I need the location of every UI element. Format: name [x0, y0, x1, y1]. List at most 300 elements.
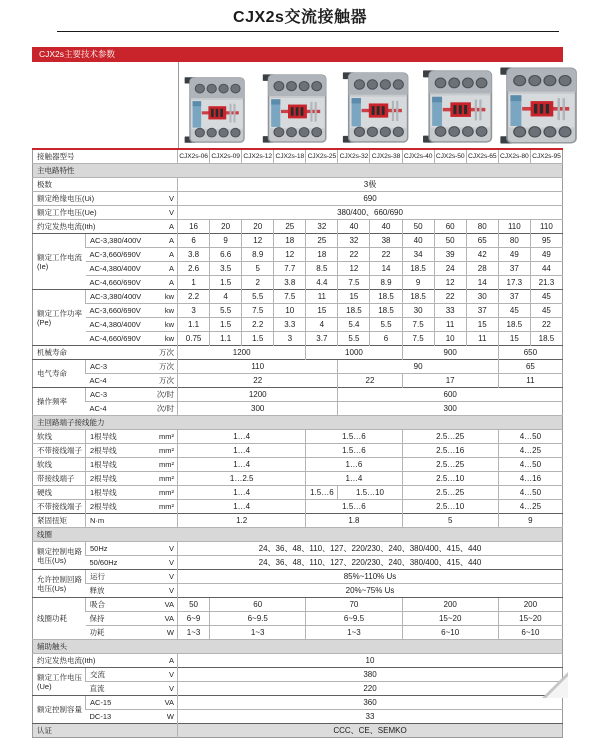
model-cell: CJX2s-06 — [178, 149, 210, 164]
value-cell: 5.4 — [338, 318, 370, 332]
value-cell: 65 — [498, 360, 562, 374]
value-cell: 6.6 — [210, 248, 242, 262]
table-row — [33, 206, 563, 220]
row-label — [86, 262, 178, 276]
value-cell: 49 — [498, 248, 530, 262]
value-cell: 28 — [466, 262, 498, 276]
model-cell: CJX2s-25 — [306, 149, 338, 164]
value-cell: 15 — [498, 332, 530, 346]
row-label-text: 约定发热电流(Ith) — [37, 222, 96, 231]
value-cell: 2 — [242, 276, 274, 290]
row-label-text: 额定绝缘电压(Ui) — [37, 194, 95, 203]
row-label-text: 释放 — [89, 586, 105, 595]
section-banner: CJX2s主要技术参数 — [32, 47, 563, 62]
contactor-photo-icon — [420, 69, 496, 144]
value-cell: 65 — [466, 234, 498, 248]
value-cell: 5.5 — [338, 332, 370, 346]
row-label-text: 2根导线 — [90, 446, 117, 455]
model-cell: CJX2s-80 — [498, 149, 530, 164]
table-row — [33, 402, 563, 416]
value-cell: 1~3 — [178, 626, 210, 640]
row-label — [86, 304, 178, 318]
value-cell: 380 — [178, 668, 563, 682]
value-cell: 1…4 — [178, 444, 306, 458]
table-row — [33, 164, 563, 178]
value-cell: 40 — [402, 234, 434, 248]
value-cell: 9 — [210, 234, 242, 248]
value-cell: 33 — [178, 710, 563, 724]
value-cell: 1…6 — [306, 458, 402, 472]
value-cell: 2.5…16 — [402, 444, 498, 458]
value-cell: 15 — [338, 290, 370, 304]
row-label: 紧固扭矩 — [33, 514, 86, 528]
row-label-text: 交流 — [90, 670, 105, 679]
unit-label: W — [166, 628, 175, 637]
value-cell: 10 — [434, 332, 466, 346]
model-cell: CJX2s-95 — [530, 149, 562, 164]
table-row — [33, 598, 563, 612]
value-cell: 1…4 — [178, 486, 306, 500]
section-header: 主回路端子接线能力 — [33, 416, 563, 430]
table-row — [33, 374, 563, 388]
table-row — [33, 149, 563, 164]
value-cell: 2.5…25 — [402, 430, 498, 444]
unit-label: mm² — [159, 432, 175, 441]
row-label-text: 吸合 — [90, 600, 105, 609]
value-cell: 30 — [466, 290, 498, 304]
value-cell: 12 — [338, 262, 370, 276]
unit-label: mm² — [159, 502, 175, 511]
value-cell: 3极 — [178, 178, 563, 192]
unit-label: kw — [164, 292, 175, 301]
value-cell: 110 — [178, 360, 338, 374]
value-cell: 33 — [434, 304, 466, 318]
value-cell: 80 — [498, 234, 530, 248]
section-header: 线圈 — [33, 528, 563, 542]
value-cell: 24、36、48、110、127、220/230、240、380/400、415、440 — [178, 556, 563, 570]
table-row — [33, 220, 563, 234]
model-cell: CJX2s-40 — [402, 149, 434, 164]
value-cell: 1000 — [306, 346, 402, 360]
row-label — [86, 612, 178, 626]
row-label-text: 额定工作电压(Ue) — [37, 208, 97, 217]
value-cell: 2.5…25 — [402, 486, 498, 500]
value-cell: 11 — [498, 374, 562, 388]
value-cell: 1.2 — [178, 514, 306, 528]
value-cell: 3.8 — [274, 276, 306, 290]
value-cell: 7.5 — [338, 276, 370, 290]
table-row — [33, 178, 563, 192]
row-label — [86, 248, 178, 262]
unit-label: W — [166, 712, 175, 721]
contactor-photo-icon — [182, 76, 248, 144]
value-cell: 220 — [178, 682, 563, 696]
value-cell: 60 — [210, 598, 306, 612]
value-cell: 1.8 — [306, 514, 402, 528]
table-row — [33, 290, 563, 304]
table-row — [33, 458, 563, 472]
value-cell: 5.5 — [370, 318, 402, 332]
row-label — [86, 626, 178, 640]
value-cell: 18.5 — [402, 290, 434, 304]
unit-label: kw — [164, 334, 175, 343]
unit-label: kw — [164, 306, 175, 315]
value-cell: 3 — [178, 304, 210, 318]
value-cell: 4 — [210, 290, 242, 304]
row-label-text: AC-4,660/690V — [89, 334, 141, 343]
model-cell: CJX2s-32 — [338, 149, 370, 164]
value-cell: 1.5 — [210, 318, 242, 332]
value-cell: 22 — [434, 290, 466, 304]
row-label — [86, 276, 178, 290]
value-cell: 3.7 — [306, 332, 338, 346]
value-cell: 22 — [370, 248, 402, 262]
value-cell: 360 — [178, 696, 563, 710]
unit-label: V — [169, 572, 175, 581]
value-cell: 4 — [306, 318, 338, 332]
value-cell: 18 — [306, 248, 338, 262]
model-cell: CJX2s-65 — [466, 149, 498, 164]
value-cell: 5 — [242, 262, 274, 276]
model-cell: CJX2s-50 — [434, 149, 466, 164]
page-title: CJX2s交流接触器 — [233, 9, 367, 26]
value-cell: 15~20 — [498, 612, 562, 626]
value-cell: 17.3 — [498, 276, 530, 290]
value-cell: 15~20 — [402, 612, 498, 626]
model-cell: CJX2s-12 — [242, 149, 274, 164]
value-cell: 22 — [338, 374, 402, 388]
row-label-text: AC-3,660/690V — [89, 306, 141, 315]
value-cell: 9 — [402, 276, 434, 290]
row-label-text: AC-4,380/400V — [89, 264, 141, 273]
row-label — [86, 234, 178, 248]
value-cell: 90 — [338, 360, 498, 374]
unit-label: 次/时 — [156, 390, 175, 399]
section-header: 辅助触头 — [33, 640, 563, 654]
row-label — [86, 402, 178, 416]
table-row — [33, 304, 563, 318]
table-row — [33, 472, 563, 486]
value-cell: 1.5…6 — [306, 444, 402, 458]
value-cell: 5 — [402, 514, 498, 528]
value-cell: 1.1 — [210, 332, 242, 346]
value-cell: 7.7 — [274, 262, 306, 276]
value-cell: 16 — [178, 220, 210, 234]
value-cell: 3.3 — [274, 318, 306, 332]
table-row — [33, 556, 563, 570]
value-cell: 6 — [370, 332, 402, 346]
value-cell: 4…16 — [498, 472, 562, 486]
spec-table — [32, 148, 563, 738]
value-cell: 22 — [338, 248, 370, 262]
value-cell: 2.2 — [178, 290, 210, 304]
row-label-text: AC-15 — [90, 698, 112, 707]
value-cell: 4.4 — [306, 276, 338, 290]
value-cell: 30 — [402, 304, 434, 318]
value-cell: 1…4 — [306, 472, 402, 486]
value-cell: 12 — [242, 234, 274, 248]
value-cell: 4…25 — [498, 500, 562, 514]
row-label — [33, 206, 178, 220]
row-label-text: N·m — [90, 516, 105, 525]
row-label-text: AC-4 — [89, 376, 107, 385]
row-label: 带接线端子 — [33, 472, 86, 486]
value-cell: 9 — [498, 514, 562, 528]
value-cell: 1.5 — [242, 332, 274, 346]
row-label — [86, 570, 178, 584]
row-label — [86, 486, 178, 500]
table-row — [33, 430, 563, 444]
value-cell: 34 — [402, 248, 434, 262]
value-cell: 1.5…10 — [338, 486, 402, 500]
value-cell: 37 — [498, 262, 530, 276]
value-cell: 2.5…10 — [402, 500, 498, 514]
value-cell: 18 — [274, 234, 306, 248]
value-cell: 10 — [178, 654, 563, 668]
value-cell: 7.5 — [274, 290, 306, 304]
table-row — [33, 612, 563, 626]
table-row — [33, 542, 563, 556]
value-cell: 20%~75% Us — [178, 584, 563, 598]
table-row — [33, 710, 563, 724]
model-cell: CJX2s-38 — [370, 149, 402, 164]
value-cell: 1.5 — [210, 276, 242, 290]
value-cell: 1.5…6 — [306, 430, 402, 444]
product-image-strip — [32, 62, 563, 148]
row-label — [33, 654, 178, 668]
row-label: 允许控制回路电压(Us) — [33, 570, 86, 598]
table-row — [33, 682, 563, 696]
value-cell: 11 — [306, 290, 338, 304]
value-cell: 1…2.5 — [178, 472, 306, 486]
table-row — [33, 318, 563, 332]
table-row — [33, 234, 563, 248]
value-cell: 1200 — [178, 388, 338, 402]
unit-label: mm² — [159, 446, 175, 455]
table-row — [33, 514, 563, 528]
value-cell: 8.5 — [306, 262, 338, 276]
value-cell: 32 — [306, 220, 338, 234]
row-label: 不带接线端子 — [33, 500, 86, 514]
value-cell: 24、36、48、110、127、220/230、240、380/400、415、440 — [178, 542, 563, 556]
table-row — [33, 528, 563, 542]
value-cell: 6~10 — [498, 626, 562, 640]
row-label — [86, 290, 178, 304]
unit-label: 万次 — [159, 376, 175, 385]
row-label-text: AC-3,380/400V — [90, 292, 142, 301]
row-label-text: AC-3 — [90, 390, 108, 399]
value-cell: 45 — [498, 304, 530, 318]
value-cell: 15 — [466, 318, 498, 332]
row-label-text: AC-4,660/690V — [89, 278, 141, 287]
unit-label: V — [169, 684, 175, 693]
table-row — [33, 640, 563, 654]
value-cell: 1.5…6 — [306, 500, 402, 514]
row-label — [86, 710, 178, 724]
contactor-photo-icon — [260, 73, 330, 144]
value-cell: 7.5 — [402, 332, 434, 346]
value-cell: 14 — [466, 276, 498, 290]
value-cell: 18.5 — [498, 318, 530, 332]
row-label-text: AC-4 — [89, 404, 107, 413]
value-cell: 6~10 — [402, 626, 498, 640]
value-cell: 7.5 — [402, 318, 434, 332]
value-cell: 8.9 — [242, 248, 274, 262]
unit-label: mm² — [159, 460, 175, 469]
value-cell: 2.5…25 — [402, 458, 498, 472]
row-label-text: 50/60Hz — [89, 558, 118, 567]
section-header: 主电路特性 — [33, 164, 563, 178]
spec-table-body — [33, 149, 563, 738]
row-label: 线圈功耗 — [33, 598, 86, 640]
row-label-text: 直流 — [89, 684, 105, 693]
value-cell: 18.5 — [530, 332, 562, 346]
row-label-text: 1根导线 — [90, 432, 117, 441]
row-label — [86, 556, 178, 570]
value-cell: 900 — [402, 346, 498, 360]
table-row — [33, 360, 563, 374]
value-cell: 50 — [434, 234, 466, 248]
row-label-text: 50Hz — [90, 544, 108, 553]
row-label — [86, 444, 178, 458]
row-label — [33, 220, 178, 234]
row-label — [86, 668, 178, 682]
value-cell: 2.2 — [242, 318, 274, 332]
value-cell: 5.5 — [242, 290, 274, 304]
unit-label: A — [169, 264, 175, 273]
row-label-text: AC-3,660/690V — [89, 250, 141, 259]
value-cell: 18.5 — [370, 304, 402, 318]
row-label — [86, 458, 178, 472]
unit-label: V — [169, 670, 175, 679]
value-cell: 20 — [210, 220, 242, 234]
row-label: 额定控制电路电压(Us) — [33, 542, 86, 570]
value-cell: 25 — [306, 234, 338, 248]
value-cell: 11 — [434, 318, 466, 332]
value-cell: 12 — [434, 276, 466, 290]
value-cell: 380/400、660/690 — [178, 206, 563, 220]
value-cell: 1200 — [178, 346, 306, 360]
value-cell: 18.5 — [402, 262, 434, 276]
model-cell: CJX2s-09 — [210, 149, 242, 164]
table-row — [33, 192, 563, 206]
value-cell: 37 — [498, 290, 530, 304]
unit-label: VA — [164, 600, 175, 609]
row-label: 额定工作功率(Pe) — [33, 290, 86, 346]
value-cell: 1…4 — [178, 500, 306, 514]
unit-label: mm² — [159, 474, 175, 483]
value-cell: 17 — [402, 374, 498, 388]
value-cell: 1…4 — [178, 458, 306, 472]
table-row — [33, 500, 563, 514]
value-cell: 650 — [498, 346, 562, 360]
value-cell: 3.5 — [210, 262, 242, 276]
row-label: 认证 — [33, 724, 178, 738]
value-cell: 3.8 — [178, 248, 210, 262]
table-row — [33, 248, 563, 262]
title-divider — [57, 31, 559, 32]
table-row — [33, 416, 563, 430]
row-label: 额定工作电流(Ie) — [33, 234, 86, 290]
contactor-photo-icon — [497, 66, 581, 145]
unit-label: A — [169, 222, 175, 231]
unit-label: 次/时 — [156, 404, 175, 413]
value-cell: 5.5 — [210, 304, 242, 318]
table-row — [33, 444, 563, 458]
row-label-text: AC-4,380/400V — [89, 320, 141, 329]
table-row — [33, 486, 563, 500]
table-row — [33, 668, 563, 682]
value-cell: 32 — [338, 234, 370, 248]
value-cell: 12 — [274, 248, 306, 262]
table-row — [33, 724, 563, 738]
unit-label: A — [169, 250, 175, 259]
value-cell: 25 — [274, 220, 306, 234]
value-cell: 1 — [178, 276, 210, 290]
value-cell: 200 — [498, 598, 562, 612]
row-label: 软线 — [33, 458, 86, 472]
row-label — [86, 430, 178, 444]
value-cell: 11 — [466, 332, 498, 346]
table-row — [33, 626, 563, 640]
row-label — [86, 598, 178, 612]
row-label: 额定控制容量 — [33, 696, 86, 724]
value-cell: 4…50 — [498, 430, 562, 444]
row-label: 接触器型号 — [33, 149, 178, 164]
row-label: 软线 — [33, 430, 86, 444]
unit-label: A — [169, 236, 175, 245]
row-label-text: 功耗 — [89, 628, 105, 637]
row-label-text: 保持 — [89, 614, 105, 623]
row-label — [86, 360, 178, 374]
unit-label: mm² — [159, 488, 175, 497]
table-row — [33, 346, 563, 360]
value-cell: 38 — [370, 234, 402, 248]
value-cell: 22 — [530, 318, 562, 332]
value-cell: 110 — [530, 220, 562, 234]
value-cell: 0.75 — [178, 332, 210, 346]
value-cell: 300 — [338, 402, 563, 416]
value-cell: 1.5…6 — [306, 486, 338, 500]
value-cell: 6~9.5 — [306, 612, 402, 626]
row-label: 电气寿命 — [33, 360, 86, 388]
value-cell: 18.5 — [338, 304, 370, 318]
value-cell: 60 — [434, 220, 466, 234]
row-label-text: 约定发热电流(Ith) — [37, 656, 96, 665]
table-row — [33, 276, 563, 290]
value-cell: 49 — [530, 248, 562, 262]
value-cell: 15 — [306, 304, 338, 318]
value-cell: 45 — [530, 304, 562, 318]
unit-label: VA — [164, 614, 175, 623]
table-row — [33, 262, 563, 276]
model-cell: CJX2s-18 — [274, 149, 306, 164]
row-label-text: DC-13 — [89, 712, 112, 721]
value-cell: 2.6 — [178, 262, 210, 276]
value-cell: 95 — [530, 234, 562, 248]
value-cell: 85%~110% Us — [178, 570, 563, 584]
value-cell: 6 — [178, 234, 210, 248]
label-column-divider — [178, 62, 179, 148]
row-label — [86, 374, 178, 388]
value-cell: 14 — [370, 262, 402, 276]
row-label-text: 运行 — [90, 572, 105, 581]
row-label — [33, 346, 178, 360]
unit-label: 万次 — [159, 362, 175, 371]
table-row — [33, 570, 563, 584]
value-cell: 37 — [466, 304, 498, 318]
value-cell: 4…50 — [498, 458, 562, 472]
